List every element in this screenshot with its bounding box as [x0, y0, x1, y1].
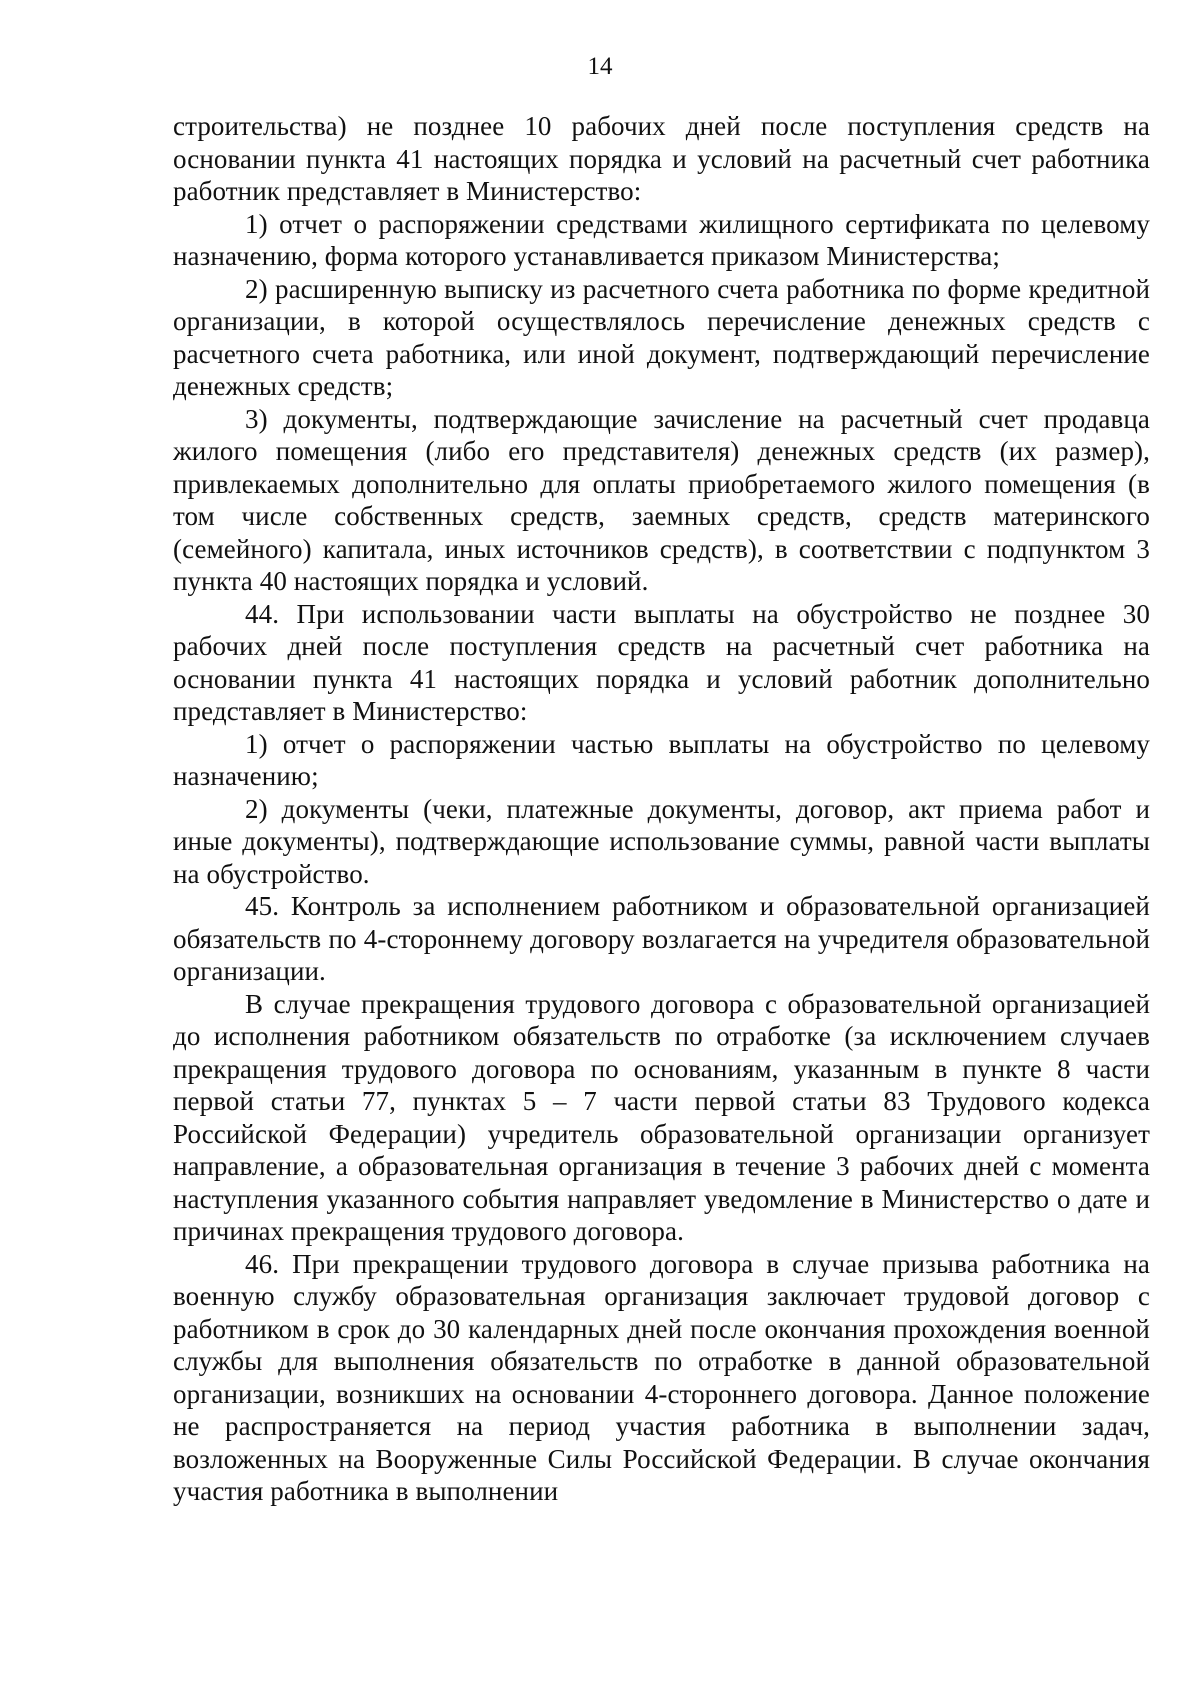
paragraph-44-item-1: 1) отчет о распоряжении частью выплаты на обустройство по целевому назначению; [173, 728, 1150, 791]
paragraph-44: 44. При использовании части выплаты на обустройство не позднее 30 рабочих дней после поступления средств на расчетный счет работника на основании пункта 41 настоящих порядка и условий работник дополнительно представляет в Министерство: [173, 598, 1150, 726]
paragraph-item-1-report: 1) отчет о распоряжении средствами жилищного сертификата по целевому назначению, форма которого устанавливается приказом Министерства; [173, 208, 1150, 271]
paragraph-continuation: строительства) не позднее 10 рабочих дней после поступления средств на основании пункта 41 настоящих порядка и условий на расчетный счет работника работник представляет в Министерство: [173, 111, 1150, 206]
paragraph-44-item-2: 2) документы (чеки, платежные документы, договор, акт приема работ и иные документы), подтверждающие использование суммы, равной части выплаты на обустройство. [173, 793, 1150, 889]
page-number: 14 [587, 53, 613, 80]
document-body [173, 110, 1150, 1508]
paragraph-45: 45. Контроль за исполнением работником и образовательной организацией обязательств по 4-стороннему договору возлагается на учредителя образовательной организации. [173, 891, 1150, 986]
paragraph-item-2-statement: 2) расширенную выписку из расчетного счета работника по форме кредитной организации, в которой осуществлялось перечисление денежных средств с расчетного счета работника, или иной документ, подтверждающий перечисление денежных средств; [173, 273, 1150, 401]
paragraph-45-termination: В случае прекращения трудового договора с образовательной организацией до исполнения работником обязательств по отработке (за исключением случаев прекращения трудового договора по основаниям, указанным в пункте 8 части первой статьи 77, пунктах 5 – 7 части первой статьи 83 Трудового кодекса Российской Федерации) учредитель образовательной организации организует направление, а образовательная организация в течение 3 рабочих дней с момента наступления указанного события направляет уведомление в Министерство о дате и причинах прекращения трудового договора. [173, 988, 1150, 1246]
paragraph-46: 46. При прекращении трудового договора в случае призыва работника на военную службу образовательная организация заключает трудовой договор с работником в срок до 30 календарных дней после окончания прохождения военной службы для выполнения обязательств по отработке в данной образовательной организации, возникших на основании 4-стороннего договора. Данное положение не распространяется на период участия работника в выполнении задач, возложенных на Вооруженные Силы Российской Федерации. В случае окончания участия работника в выполнении [173, 1248, 1150, 1506]
paragraph-item-3-documents: 3) документы, подтверждающие зачисление на расчетный счет продавца жилого помещения (либо его представителя) денежных средств (их размер), привлекаемых дополнительно для оплаты приобретаемого жилого помещения (в том числе собственных средств, заемных средств, средств материнского (семейного) капитала, иных источников средств), в соответствии с подпунктом 3 пункта 40 настоящих порядка и условий. [173, 403, 1150, 596]
